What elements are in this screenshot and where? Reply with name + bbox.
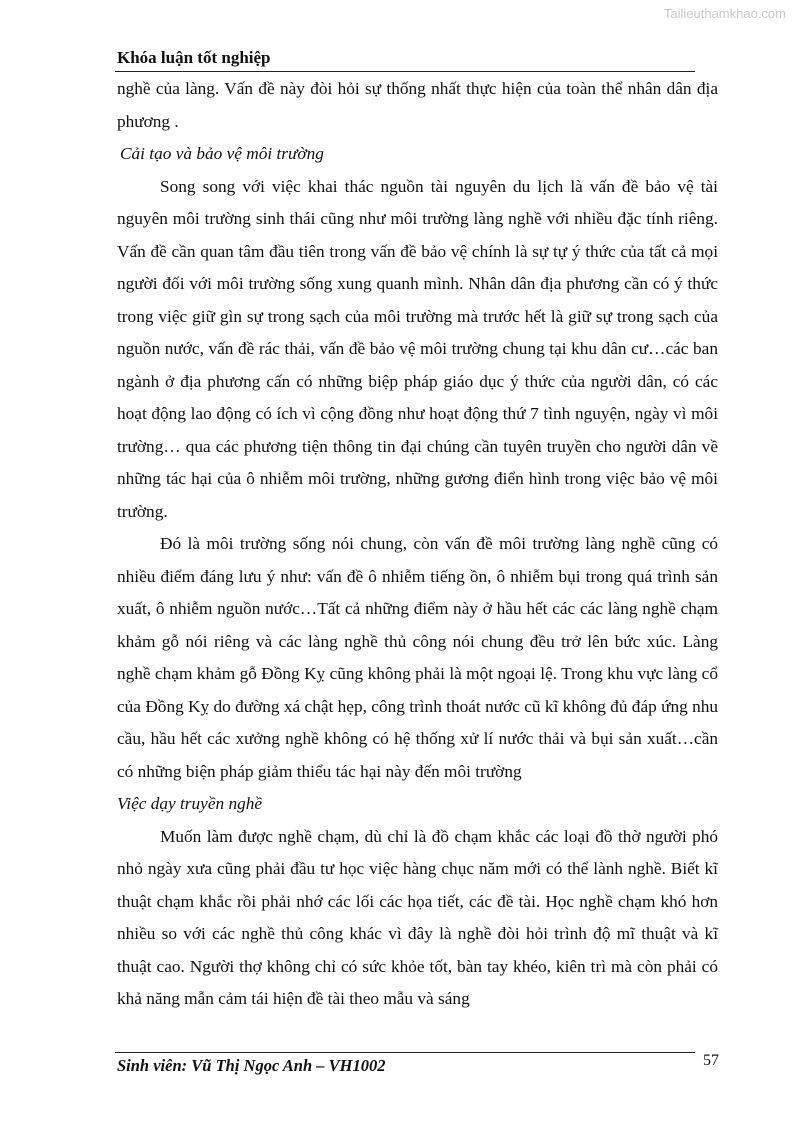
page-body xyxy=(117,73,718,1016)
paragraph-craft-village-pollution: Đó là môi trường sống nói chung, còn vấn đề môi trường làng nghề cũng có nhiều điểm đáng lưu ý như: vấn đề ô nhiễm tiếng ồn, ô nhiễm bụi trong quá trình sản xuất, ô nhiễm nguồn nước…Tất cả những điểm này ở hầu hết các các làng nghề chạm khảm gỗ nói riêng và các làng nghề thủ công nói chung đều trở lên bức xúc. Làng nghề chạm khảm gỗ Đồng Kỵ cũng không phải là một ngoại lệ. Trong khu vực làng cổ của Đồng Kỵ do đường xá chật hẹp, công trình thoát nước cũ kĩ không đủ đáp ứng nhu cầu, hầu hết các xưởng nghề không có hệ thống xử lí nước thải và bụi sản xuất…cần có những biện pháp giảm thiểu tác hại này đến môi trường xyxy=(117,534,718,781)
document-header-title: Khóa luận tốt nghiệp xyxy=(117,48,271,67)
paragraph-teaching-craft: Muốn làm được nghề chạm, dù chỉ là đồ chạm khắc các loại đồ thờ người phó nhỏ ngày xưa cũng phải đầu tư học việc hàng chục năm mới có thể lành nghề. Biết kĩ thuật chạm khắc rồi phải nhớ các lối các họa tiết, các đề tài. Học nghề chạm khó hơn nhiều so với các nghề thủ công khác vì đây là nghề đòi hỏi trình độ mĩ thuật và kĩ thuật cao. Người thợ không chỉ có sức khỏe tốt, bàn tay khéo, kiên trì mà còn phải có khả năng mẫn cảm tái hiện đề tài theo mẫu và sáng xyxy=(117,826,718,1008)
footer-author: Sinh viên: Vũ Thị Ngọc Anh – VH1002 xyxy=(117,1056,386,1075)
section-heading-environment: Cải tạo và bảo vệ môi trường xyxy=(120,144,324,163)
page-number: 57 xyxy=(703,1052,719,1069)
footer-divider xyxy=(115,1052,695,1053)
watermark: Tailieuthamkhao.com xyxy=(663,6,786,21)
paragraph-environment-protection: Song song với việc khai thác nguồn tài nguyên du lịch là vấn đề bảo vệ tài nguyên môi trường sinh thái cũng như môi trường làng nghề với nhiều đặc tính riêng. Vấn đề cần quan tâm đầu tiên trong vấn đề bảo vệ chính là sự tự ý thức của tất cả mọi người đối với môi trường sống xung quanh mình. Nhân dân địa phương cần có ý thức trong việc giữ gìn sự trong sạch của môi trường mà trước hết là giữ sự trong sạch của nguồn nước, vấn đề rác thải, vấn đề bảo vệ môi trường chung tại khu dân cư…các ban ngành ở địa phương cấn có những biệp pháp giáo dục ý thức của người dân, có các hoạt động lao động có ích vì cộng đồng như hoạt động thứ 7 tình nguyện, ngày vì môi trường… qua các phương tiện thông tin đại chúng cần tuyên truyền cho người dân về những tác hại của ô nhiễm môi trường, những gương điển hình trong việc bảo vệ môi trường. xyxy=(117,176,718,521)
section-heading-teaching: Việc dạy truyền nghề xyxy=(117,794,263,813)
header-divider xyxy=(115,71,695,72)
continued-paragraph: nghề của làng. Vấn đề này đòi hỏi sự thống nhất thực hiện của toàn thể nhân dân địa phương . xyxy=(117,79,718,131)
